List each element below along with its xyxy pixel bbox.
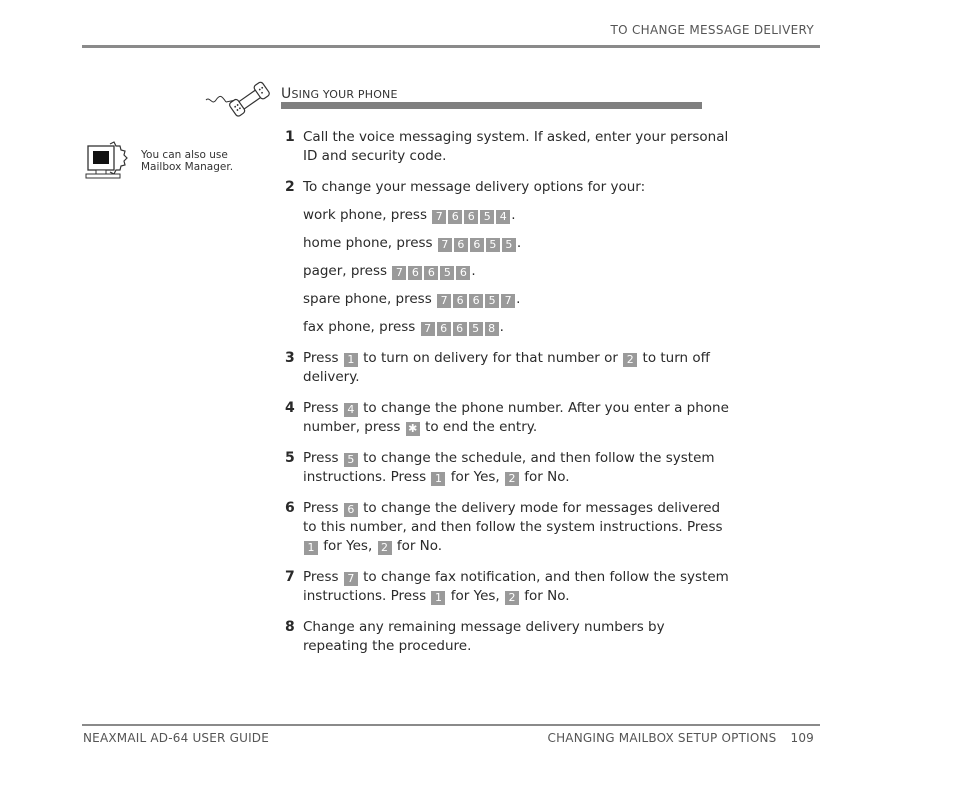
- key: 7: [344, 572, 358, 586]
- running-head: TO CHANGE MESSAGE DELIVERY: [610, 23, 814, 37]
- key: 5: [480, 210, 494, 224]
- key: 5: [502, 238, 516, 252]
- key: 6: [408, 266, 422, 280]
- key: 6: [464, 210, 478, 224]
- key: 7: [421, 322, 435, 336]
- step-5: 5 Press 5 to change the schedule, and then follow the system instructions. Press 1 for Yes, 2 for No.: [285, 450, 715, 485]
- key: 6: [470, 238, 484, 252]
- footer-rule: [82, 724, 820, 726]
- step-6: 6 Press 6 to change the delivery mode for messages delivered to this number, and then follow the system instructions. Press 1 for Yes, 2 for No.: [285, 500, 723, 554]
- key: 6: [448, 210, 462, 224]
- computer-gear-icon: [84, 140, 136, 182]
- key: 5: [344, 453, 358, 467]
- option-spare-phone: spare phone, press 7 6 6 5 7 .: [303, 291, 521, 307]
- key: 6: [453, 294, 467, 308]
- key: 5: [469, 322, 483, 336]
- option-work-phone: work phone, press 7 6 6 5 4 .: [303, 207, 516, 223]
- steps-list: [285, 128, 730, 656]
- key: 4: [496, 210, 510, 224]
- key: 6: [453, 322, 467, 336]
- step-1: 1 Call the voice messaging system. If asked, enter your personal ID and security code.: [285, 129, 729, 164]
- step-4: 4 Press 4 to change the phone number. After you enter a phone number, press ✱ to end the entry.: [285, 400, 729, 435]
- key: 6: [454, 238, 468, 252]
- key: 7: [437, 294, 451, 308]
- option-home-phone: home phone, press 7 6 6 5 5 .: [303, 235, 522, 251]
- key: 7: [438, 238, 452, 252]
- telephone-handset-icon: [204, 78, 276, 120]
- key: 6: [469, 294, 483, 308]
- option-pager: pager, press 7 6 6 5 6 .: [303, 263, 476, 279]
- key: 2: [378, 541, 392, 555]
- step-8: 8 Change any remaining message delivery numbers by repeating the procedure.: [285, 619, 665, 654]
- key: 5: [486, 238, 500, 252]
- key: 2: [623, 353, 637, 367]
- section-rule: [281, 102, 702, 109]
- key: 7: [501, 294, 515, 308]
- step-2: 2 To change your message delivery options for your:: [285, 179, 646, 195]
- page-number: 109: [790, 731, 814, 745]
- key: 6: [437, 322, 451, 336]
- key: 1: [431, 472, 445, 486]
- tip-note: You can also use Mailbox Manager.: [141, 149, 234, 173]
- key: 5: [485, 294, 499, 308]
- key: 4: [344, 403, 358, 417]
- key: 5: [440, 266, 454, 280]
- option-fax-phone: fax phone, press 7 6 6 5 8 .: [303, 319, 504, 335]
- key: 7: [392, 266, 406, 280]
- key: 1: [431, 591, 445, 605]
- key: 7: [432, 210, 446, 224]
- key: 6: [344, 503, 358, 517]
- key: 1: [344, 353, 358, 367]
- key: 6: [456, 266, 470, 280]
- step-7: 7 Press 7 to change fax notification, and then follow the system instructions. Press 1 for Yes, 2 for No.: [285, 569, 729, 604]
- header-rule: [82, 45, 820, 48]
- section-title: USING YOUR PHONE: [281, 86, 398, 102]
- footer-chapter: [547, 731, 814, 745]
- key: 6: [424, 266, 438, 280]
- step-3: 3 Press 1 to turn on delivery for that number or 2 to turn off delivery.: [285, 350, 710, 385]
- footer-guide-title: NEAXMAIL AD-64 USER GUIDE: [83, 731, 270, 745]
- footer-chapter-title: CHANGING MAILBOX SETUP OPTIONS: [547, 731, 777, 745]
- key: 1: [304, 541, 318, 555]
- key: 2: [505, 591, 519, 605]
- star-key: ✱: [406, 422, 420, 436]
- key: 8: [485, 322, 499, 336]
- key: 2: [505, 472, 519, 486]
